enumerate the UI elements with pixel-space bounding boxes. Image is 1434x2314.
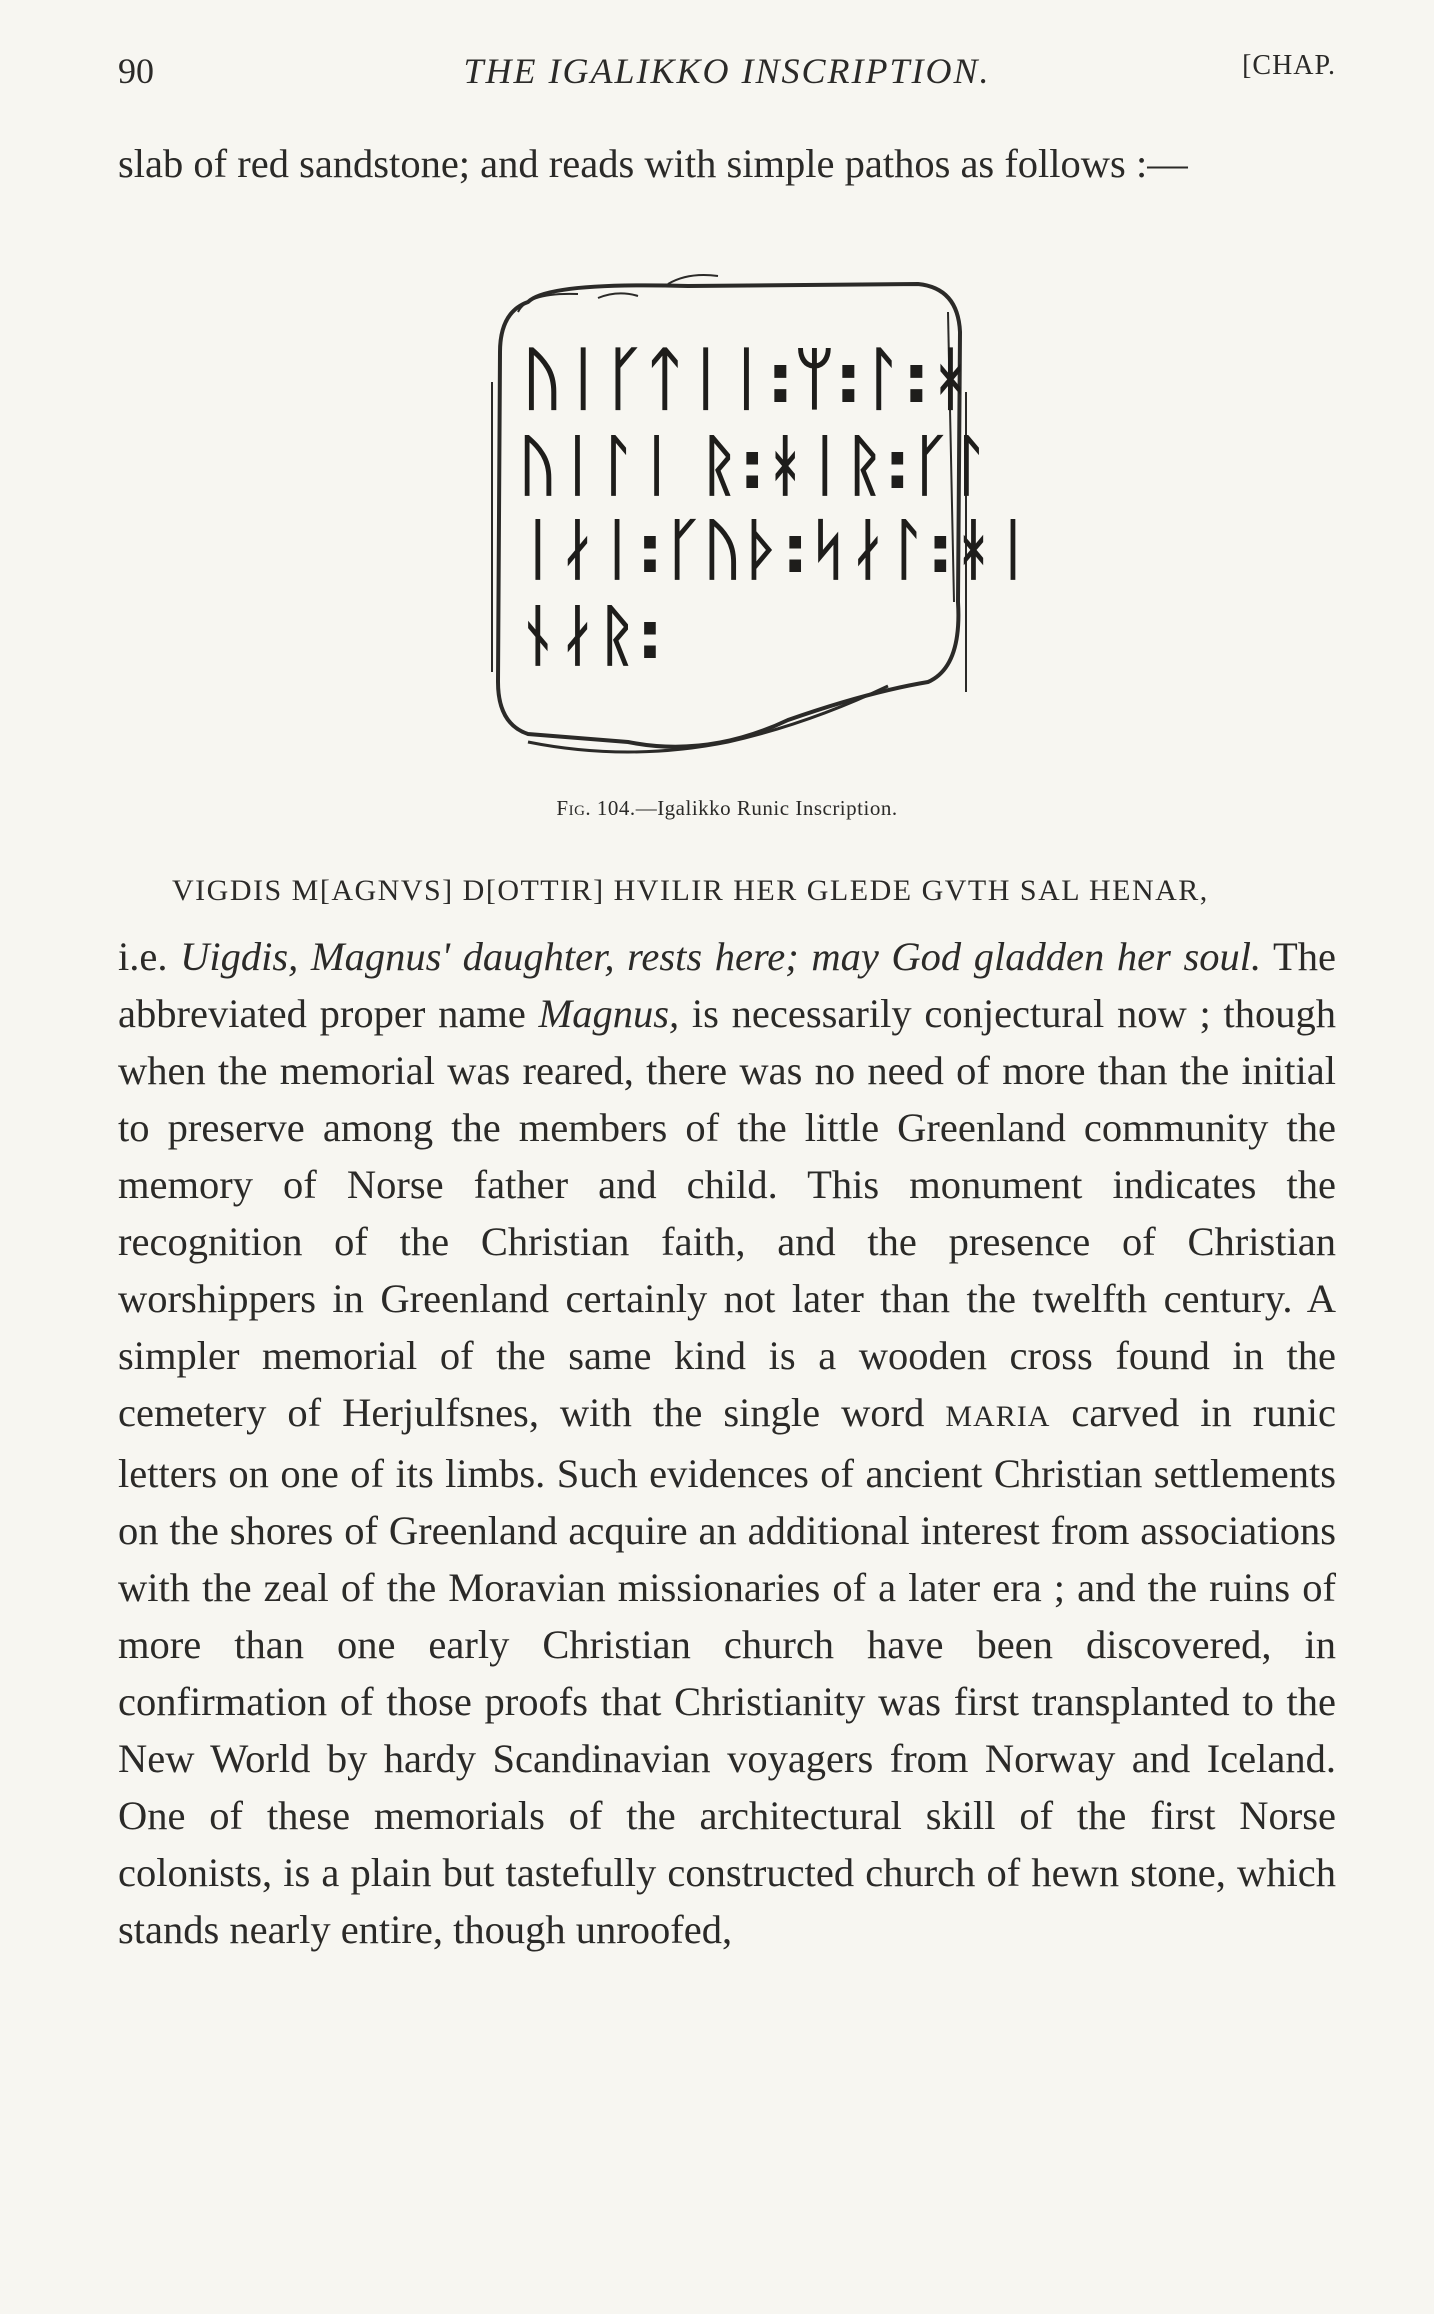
runic-stone-figure (488, 272, 1033, 770)
main-text-part-1: The abbreviated proper name (118, 934, 1337, 1036)
ie-abbrev: i.e. (118, 934, 181, 979)
figure-caption-text: —Igalikko Runic Inscription. (635, 796, 898, 820)
page-number: 90 (118, 51, 154, 91)
rune-line-3: ᛁᛅᛁ:ᚴᚢᚦ:ᛋᛅᛚ:ᚼᛁ (518, 511, 1033, 588)
rune-line-4: ᚾᛅᚱ: (518, 597, 664, 674)
inscription-transcription: VIGDIS M[AGNVS] D[OTTIR] HVILIR HER GLEDE GVTH SAL HENAR, (172, 874, 1209, 907)
main-text-part-3: carved in runic letters on one of its limbs. Such evidences of ancient Christian settlements on the shores of Greenland acquire an additional interest from associations with the zeal of the Moravian missionaries of a later era ; and the ruins of more than one early Christian church have been discovered, in confirmation of those proofs that Christianity was first transplanted to the New World by hardy Scandinavian voyagers from Norway and Iceland. One of these memorials of the architectural skill of the first Norse colonists, is a plain but tastefully constructed church of hewn stone, which stands nearly entire, though unroofed, (118, 1390, 1336, 1952)
main-text (118, 928, 1336, 1958)
chapter-mark: [CHAP. (1242, 50, 1336, 81)
figure-number: Fig. 104. (556, 796, 636, 820)
intro-paragraph (118, 135, 1336, 192)
runic-stone-illustration (488, 272, 1033, 770)
rune-line-2: ᚢᛁᛚᛁ ᚱ:ᚼᛁᚱ:ᚴᛚ (518, 427, 990, 504)
main-paragraph (118, 928, 1336, 1958)
running-title: THE IGALIKKO INSCRIPTION. (463, 51, 991, 91)
maria-word: MARIA (945, 1400, 1051, 1433)
main-text-part-2: is necessarily conjectural now ; though when the memorial was reared, there was no need of more than the initial to preserve among the members of the little Greenland community the memory of Norse father and child. This monument indicates the recognition of the Christian faith, and the presence of Christian worshippers in Greenland certainly not later than the twelfth century. A simpler memorial of the same kind is a wooden cross found in the cemetery of Herjulfsnes, with the single word (118, 991, 1336, 1435)
rune-line-1: ᚢᛁᚴᛏᛁᛁ:ᛘ:ᛚ:ᚼ (522, 340, 971, 419)
magnus-name: Magnus, (538, 991, 680, 1036)
intro-text: slab of red sandstone; and reads with simple pathos as follows :— (118, 141, 1188, 186)
page-header (118, 50, 1336, 100)
translation: Uigdis, Magnus' daughter, rests here; may God gladden her soul. (180, 934, 1262, 979)
figure-caption (118, 796, 1336, 821)
